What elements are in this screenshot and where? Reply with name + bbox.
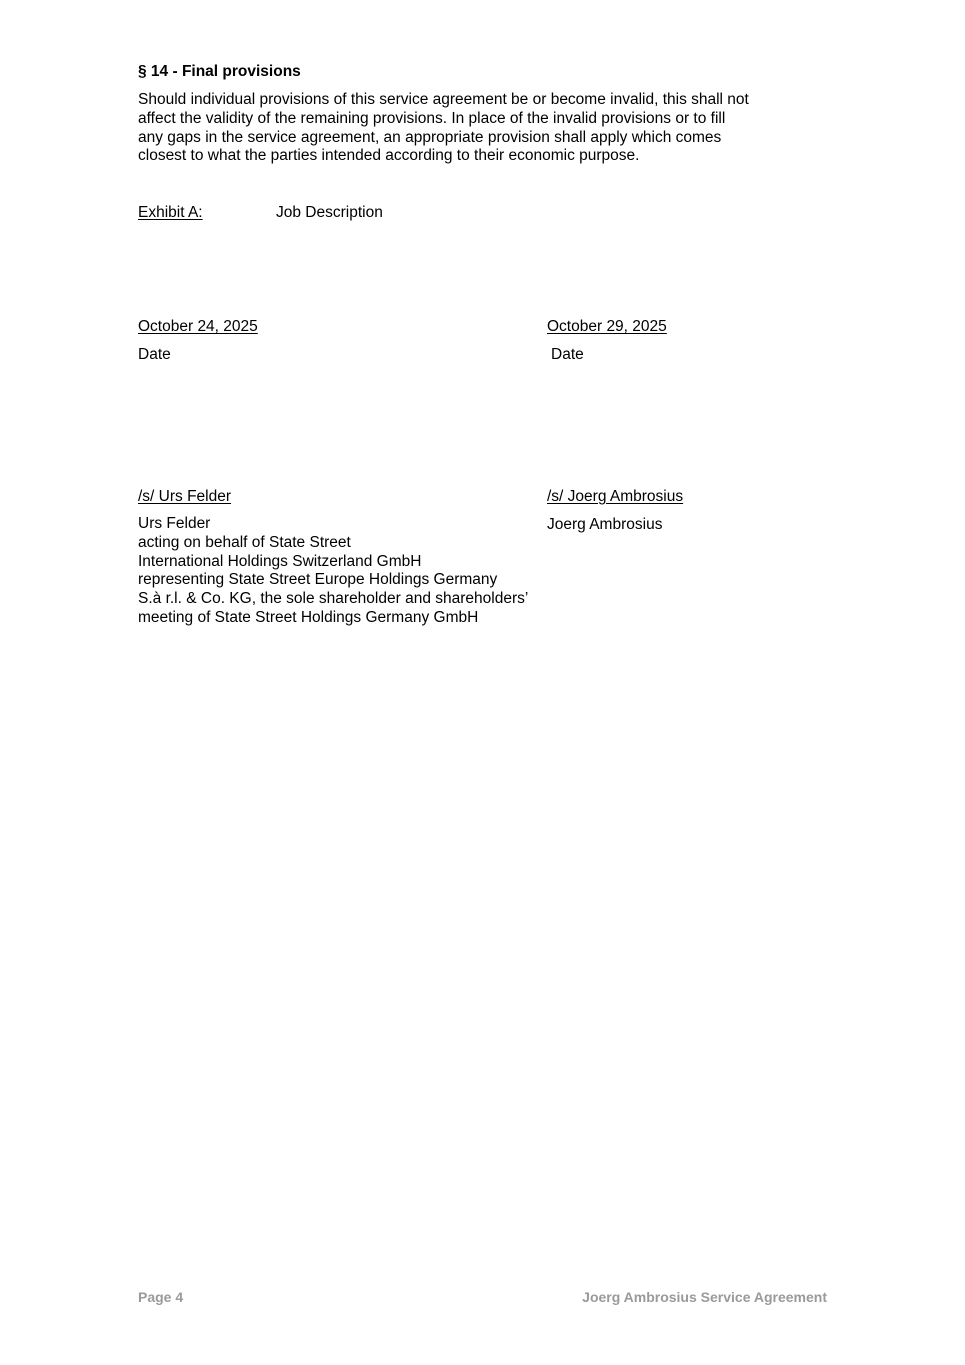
footer-document-title: Joerg Ambrosius Service Agreement <box>582 1289 827 1305</box>
exhibit-label: Exhibit A: <box>138 204 203 221</box>
right-signatory-details <box>547 515 662 534</box>
paragraph-line: affect the validity of the remaining provisions. In place of the invalid provisions or to fill <box>138 109 726 127</box>
right-date: October 29, 2025 <box>547 318 667 335</box>
section-paragraph <box>138 91 798 166</box>
paragraph-line: closest to what the parties intended according to their economic purpose. <box>138 147 640 165</box>
signatory-line: S.à r.l. & Co. KG, the sole shareholder and shareholders’ <box>138 590 529 608</box>
paragraph-line: any gaps in the service agreement, an appropriate provision shall apply which comes <box>138 128 722 146</box>
signatory-line: Urs Felder <box>138 515 211 532</box>
footer-page-number: Page 4 <box>138 1289 184 1305</box>
signatory-line: representing State Street Europe Holdings Germany <box>138 571 498 589</box>
left-date: October 24, 2025 <box>138 318 258 335</box>
left-date-caption: Date <box>138 346 171 363</box>
left-signature: /s/ Urs Felder <box>138 488 232 505</box>
left-signatory-details <box>138 515 528 628</box>
section-heading: § 14 - Final provisions <box>138 63 301 80</box>
signatory-line: acting on behalf of State Street <box>138 533 351 551</box>
signatory-line: Joerg Ambrosius <box>547 516 663 533</box>
exhibit-title: Job Description <box>276 204 383 221</box>
right-date-caption: Date <box>551 346 584 363</box>
signatory-line: meeting of State Street Holdings Germany GmbH <box>138 608 479 626</box>
right-signature: /s/ Joerg Ambrosius <box>547 488 684 505</box>
signatory-line: International Holdings Switzerland GmbH <box>138 552 422 570</box>
paragraph-line: Should individual provisions of this service agreement be or become invalid, this shall not <box>138 91 749 108</box>
